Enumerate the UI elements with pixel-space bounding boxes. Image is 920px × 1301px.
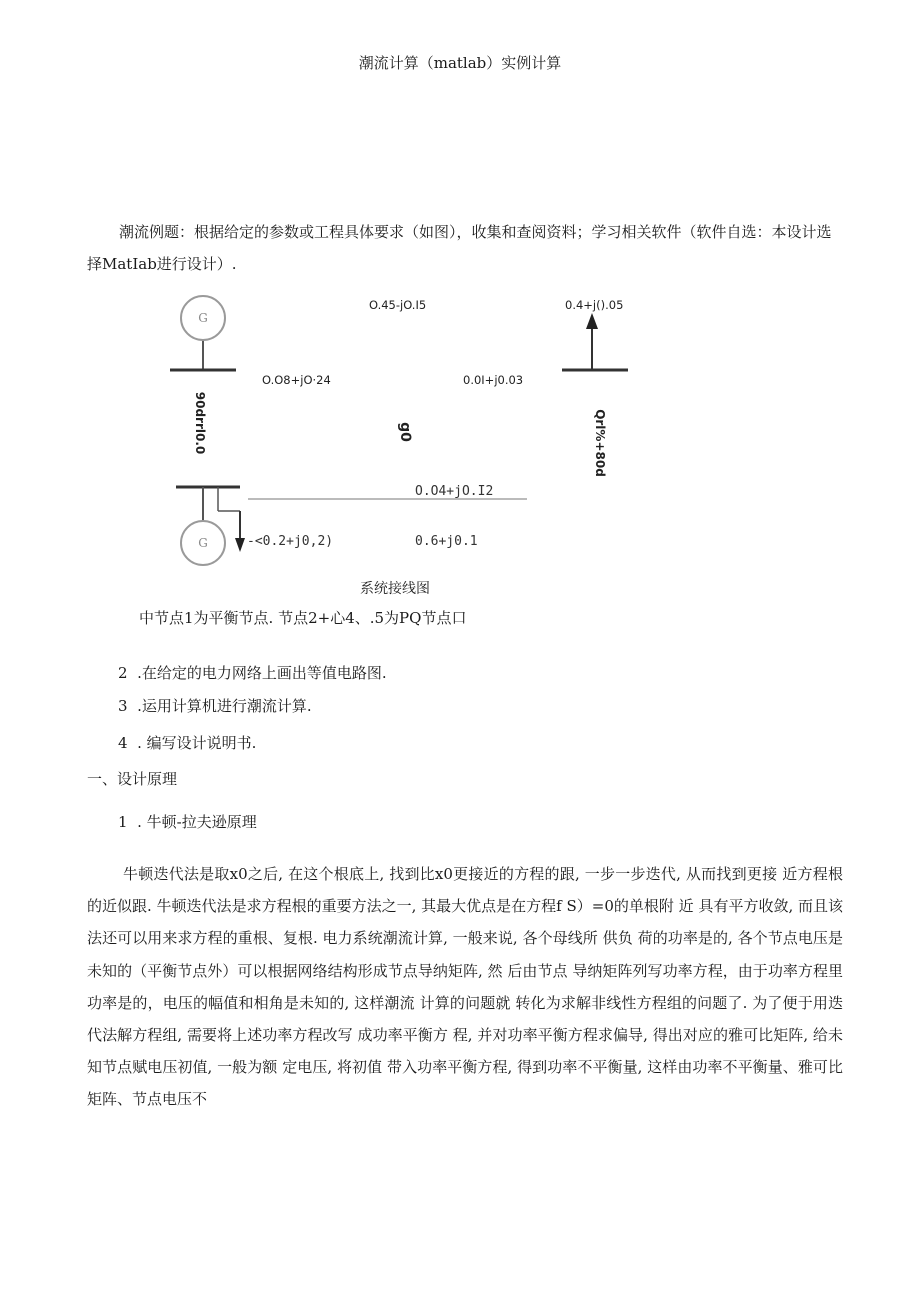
list-item	[118, 727, 256, 759]
label-bottom-line: O.O4+jO.I2	[415, 484, 494, 499]
label-left-line: O.O8+jO·24	[262, 373, 331, 387]
load-down-arrow	[235, 538, 245, 552]
section-heading: 一、设计原理	[87, 770, 178, 788]
label-load-right: 0.6+j0.1	[415, 534, 478, 549]
label-vertical-left: 90drrl0.0	[193, 391, 207, 455]
list-item-text: . 编写设计说明书.	[137, 734, 257, 752]
subsection-number: 1	[118, 813, 128, 831]
node-note: 中节点1为平衡节点. 节点2+心4、.5为PQ节点口	[139, 609, 467, 627]
label-top-mid: O.45-jO.I5	[369, 298, 427, 312]
diagram-caption: 系统接线图	[360, 581, 430, 597]
subsection-text: . 牛顿-拉夫逊原理	[137, 813, 257, 831]
generator-top: G	[180, 295, 226, 341]
generator-bottom: G	[180, 520, 226, 566]
list-item-number: 3	[118, 697, 128, 715]
page-title: 潮流计算（matlab）实例计算	[358, 54, 562, 72]
list-item-text: .运用计算机进行潮流计算.	[137, 697, 312, 715]
label-vertical-right: Qrl%+80d	[593, 409, 607, 477]
label-vertical-mid: g0	[397, 422, 413, 442]
list-item-text: .在给定的电力网络上画出等值电路图.	[137, 664, 387, 682]
subsection-heading	[118, 806, 257, 838]
diagram-lines	[0, 0, 920, 600]
label-top-right: 0.4+j().05	[565, 298, 624, 312]
label-mid-line: 0.0I+j0.03	[463, 373, 524, 387]
list-item-number: 4	[118, 734, 128, 752]
list-item	[118, 690, 312, 722]
load-arrow-head	[586, 313, 598, 329]
body-paragraph: 牛顿迭代法是取x0之后, 在这个根底上, 找到比x0更接近的方程的跟, 一步一步迭代, 从而找到更接 近方程根的近似跟. 牛顿迭代法是求方程根的重要方法之一, 其最大优点是在方程f S）=0的单根附 近 具有平方收敛, 而且该法还可以用来求方程的重根、复根. 电力系统潮流计算, 一般来说, 各个母线所 供负 荷的功率是的, 各个节点电压是未知的（平衡节点外）可以根据网络结构形成节点导纳矩阵, 然 后由节点 导纳矩阵列写功率方程，由于功率方程里功率是的，电压的幅值和相角是未知的, 这样潮流 计算的问题就 转化为求解非线性方程组的问题了. 为了便于用迭代法解方程组, 需要将上述功率方程改写 成功率平衡方 程, 并对功率平衡方程求偏导, 得出对应的雅可比矩阵, 给未知节点赋电压初值, 一般为额 定电压, 将初值 带入功率平衡方程, 得到功率不平衡量, 这样由功率不平衡量、雅可比矩阵、节点电压不	[87, 865, 843, 1109]
list-item-number: 2	[118, 664, 128, 682]
list-item	[118, 657, 387, 689]
label-load-left: -<0.2+j0,2)	[247, 534, 334, 549]
intro-paragraph: 潮流例题：根据给定的参数或工程具体要求（如图），收集和查阅资料；学习相关软件（软件自选：本设计选择MatIab进行设计）.	[87, 223, 832, 273]
